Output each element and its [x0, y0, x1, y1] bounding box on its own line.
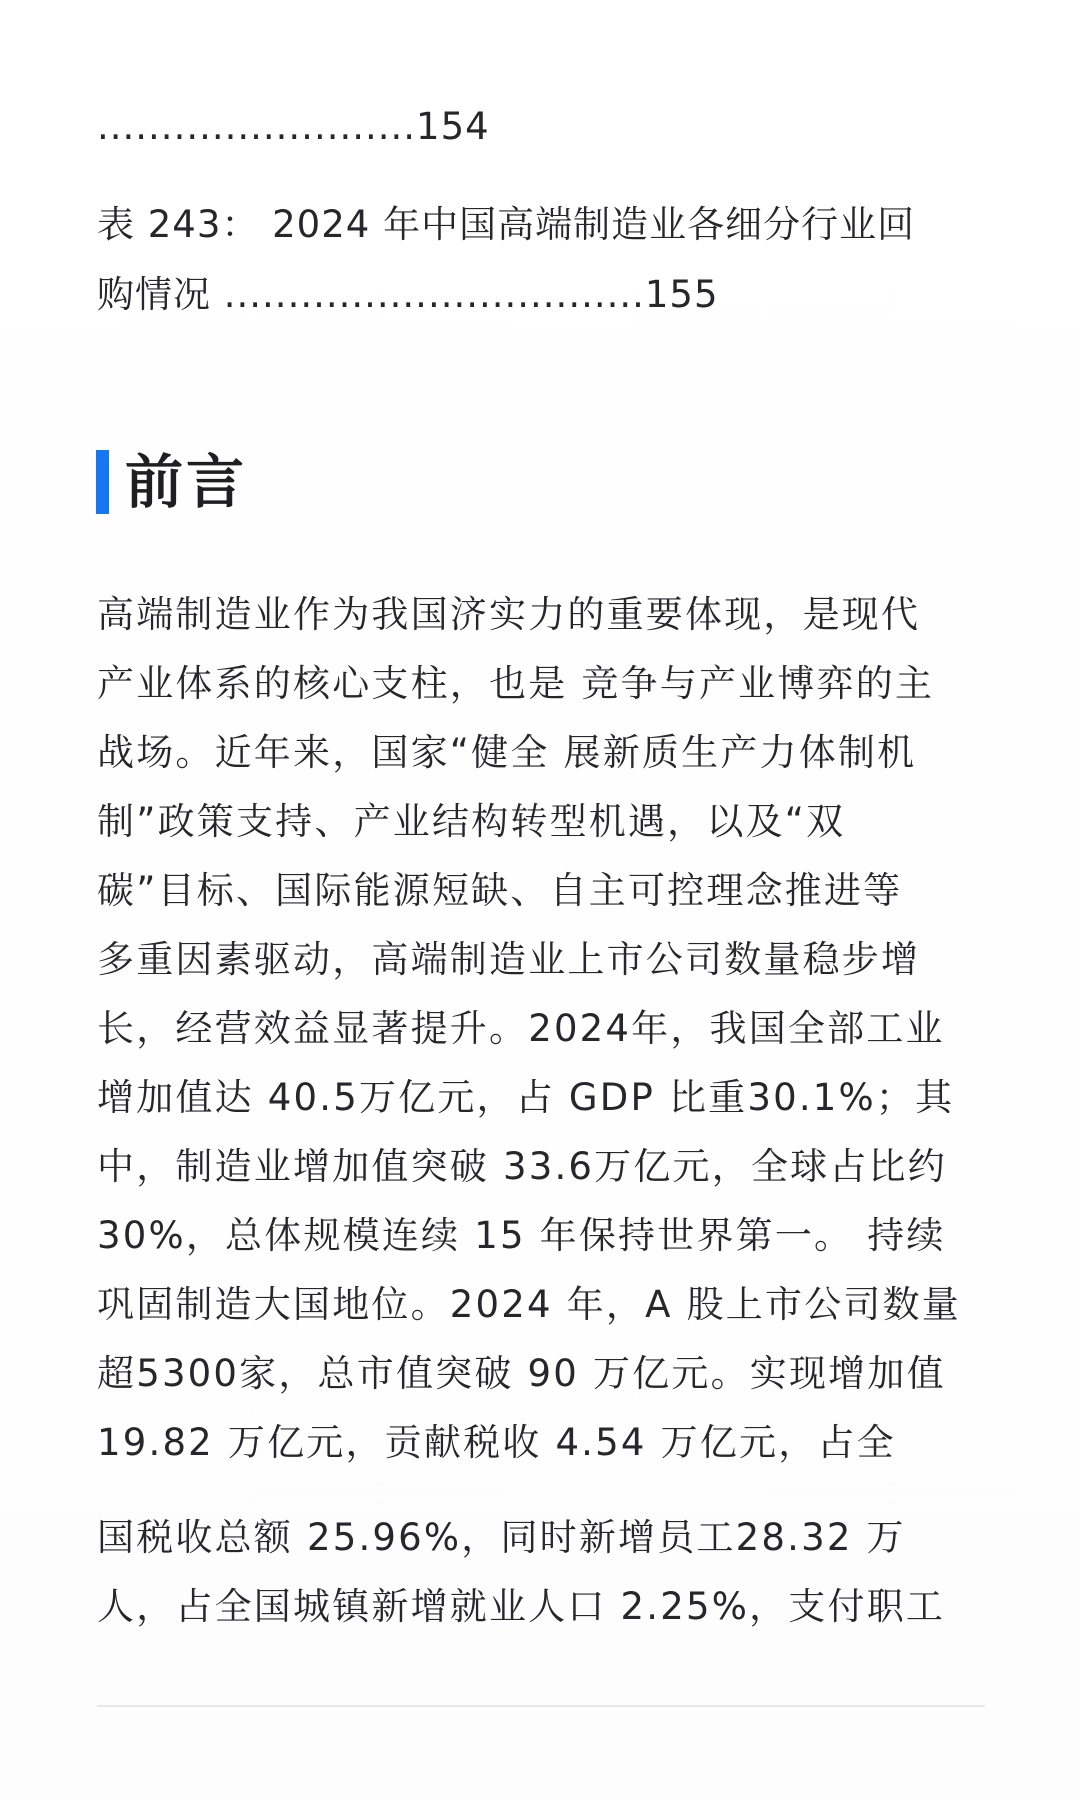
paragraph-line: 超5300家，总市值突破 90 万亿元。实现增加值 [97, 1352, 946, 1395]
paragraph-line: 巩固制造大国地位。2024 年，A 股上市公司数量 [97, 1283, 961, 1326]
paragraph-line: 国税收总额 25.96%，同时新增员工28.32 万 [97, 1516, 906, 1559]
paragraph-line: 制”政策支持、产业结构转型机遇，以及“双 [97, 800, 846, 843]
paragraph-line: 产业体系的核心支柱，也是 竞争与产业博弈的主 [97, 662, 935, 705]
toc-entry-line: 表 243： 2024 年中国高端制造业各细分行业回 [97, 203, 916, 246]
section-title: 前言 [125, 448, 248, 516]
paragraph-line: 长，经营效益显著提升。2024年，我国全部工业 [97, 1007, 945, 1050]
bottom-divider [97, 1705, 985, 1707]
page-break-gap [97, 1477, 987, 1503]
paragraph-line: 碳”目标、国际能源短缺、自主可控理念推进等 [97, 869, 903, 912]
paragraph-line: 19.82 万亿元，贡献税收 4.54 万亿元，占全 [97, 1421, 896, 1464]
paragraph-line: 多重因素驱动，高端制造业上市公司数量稳步增 [97, 938, 921, 981]
toc-line: .........................154 [97, 105, 490, 148]
preface-paragraph [97, 580, 987, 1641]
paragraph-line: 30%，总体规模连续 15 年保持世界第一。 持续 [97, 1214, 946, 1257]
section-heading [96, 447, 247, 517]
paragraph-line: 高端制造业作为我国济实力的重要体现，是现代 [97, 593, 921, 636]
paragraph-line: 战场。近年来，国家“健全 展新质生产力体制机 [97, 731, 917, 774]
toc-entry-line: 购情况 .................................155 [97, 273, 719, 316]
paragraph-line: 人，占全国城镇新增就业人口 2.25%，支付职工 [97, 1585, 946, 1628]
toc-entry-table-243[interactable] [97, 190, 987, 330]
heading-accent-bar [96, 450, 109, 514]
paragraph-line: 中，制造业增加值突破 33.6万亿元，全球占比约 [97, 1145, 947, 1188]
table-of-contents [97, 92, 987, 330]
paragraph-line: 增加值达 40.5万亿元，占 GDP 比重30.1%；其 [97, 1076, 955, 1119]
